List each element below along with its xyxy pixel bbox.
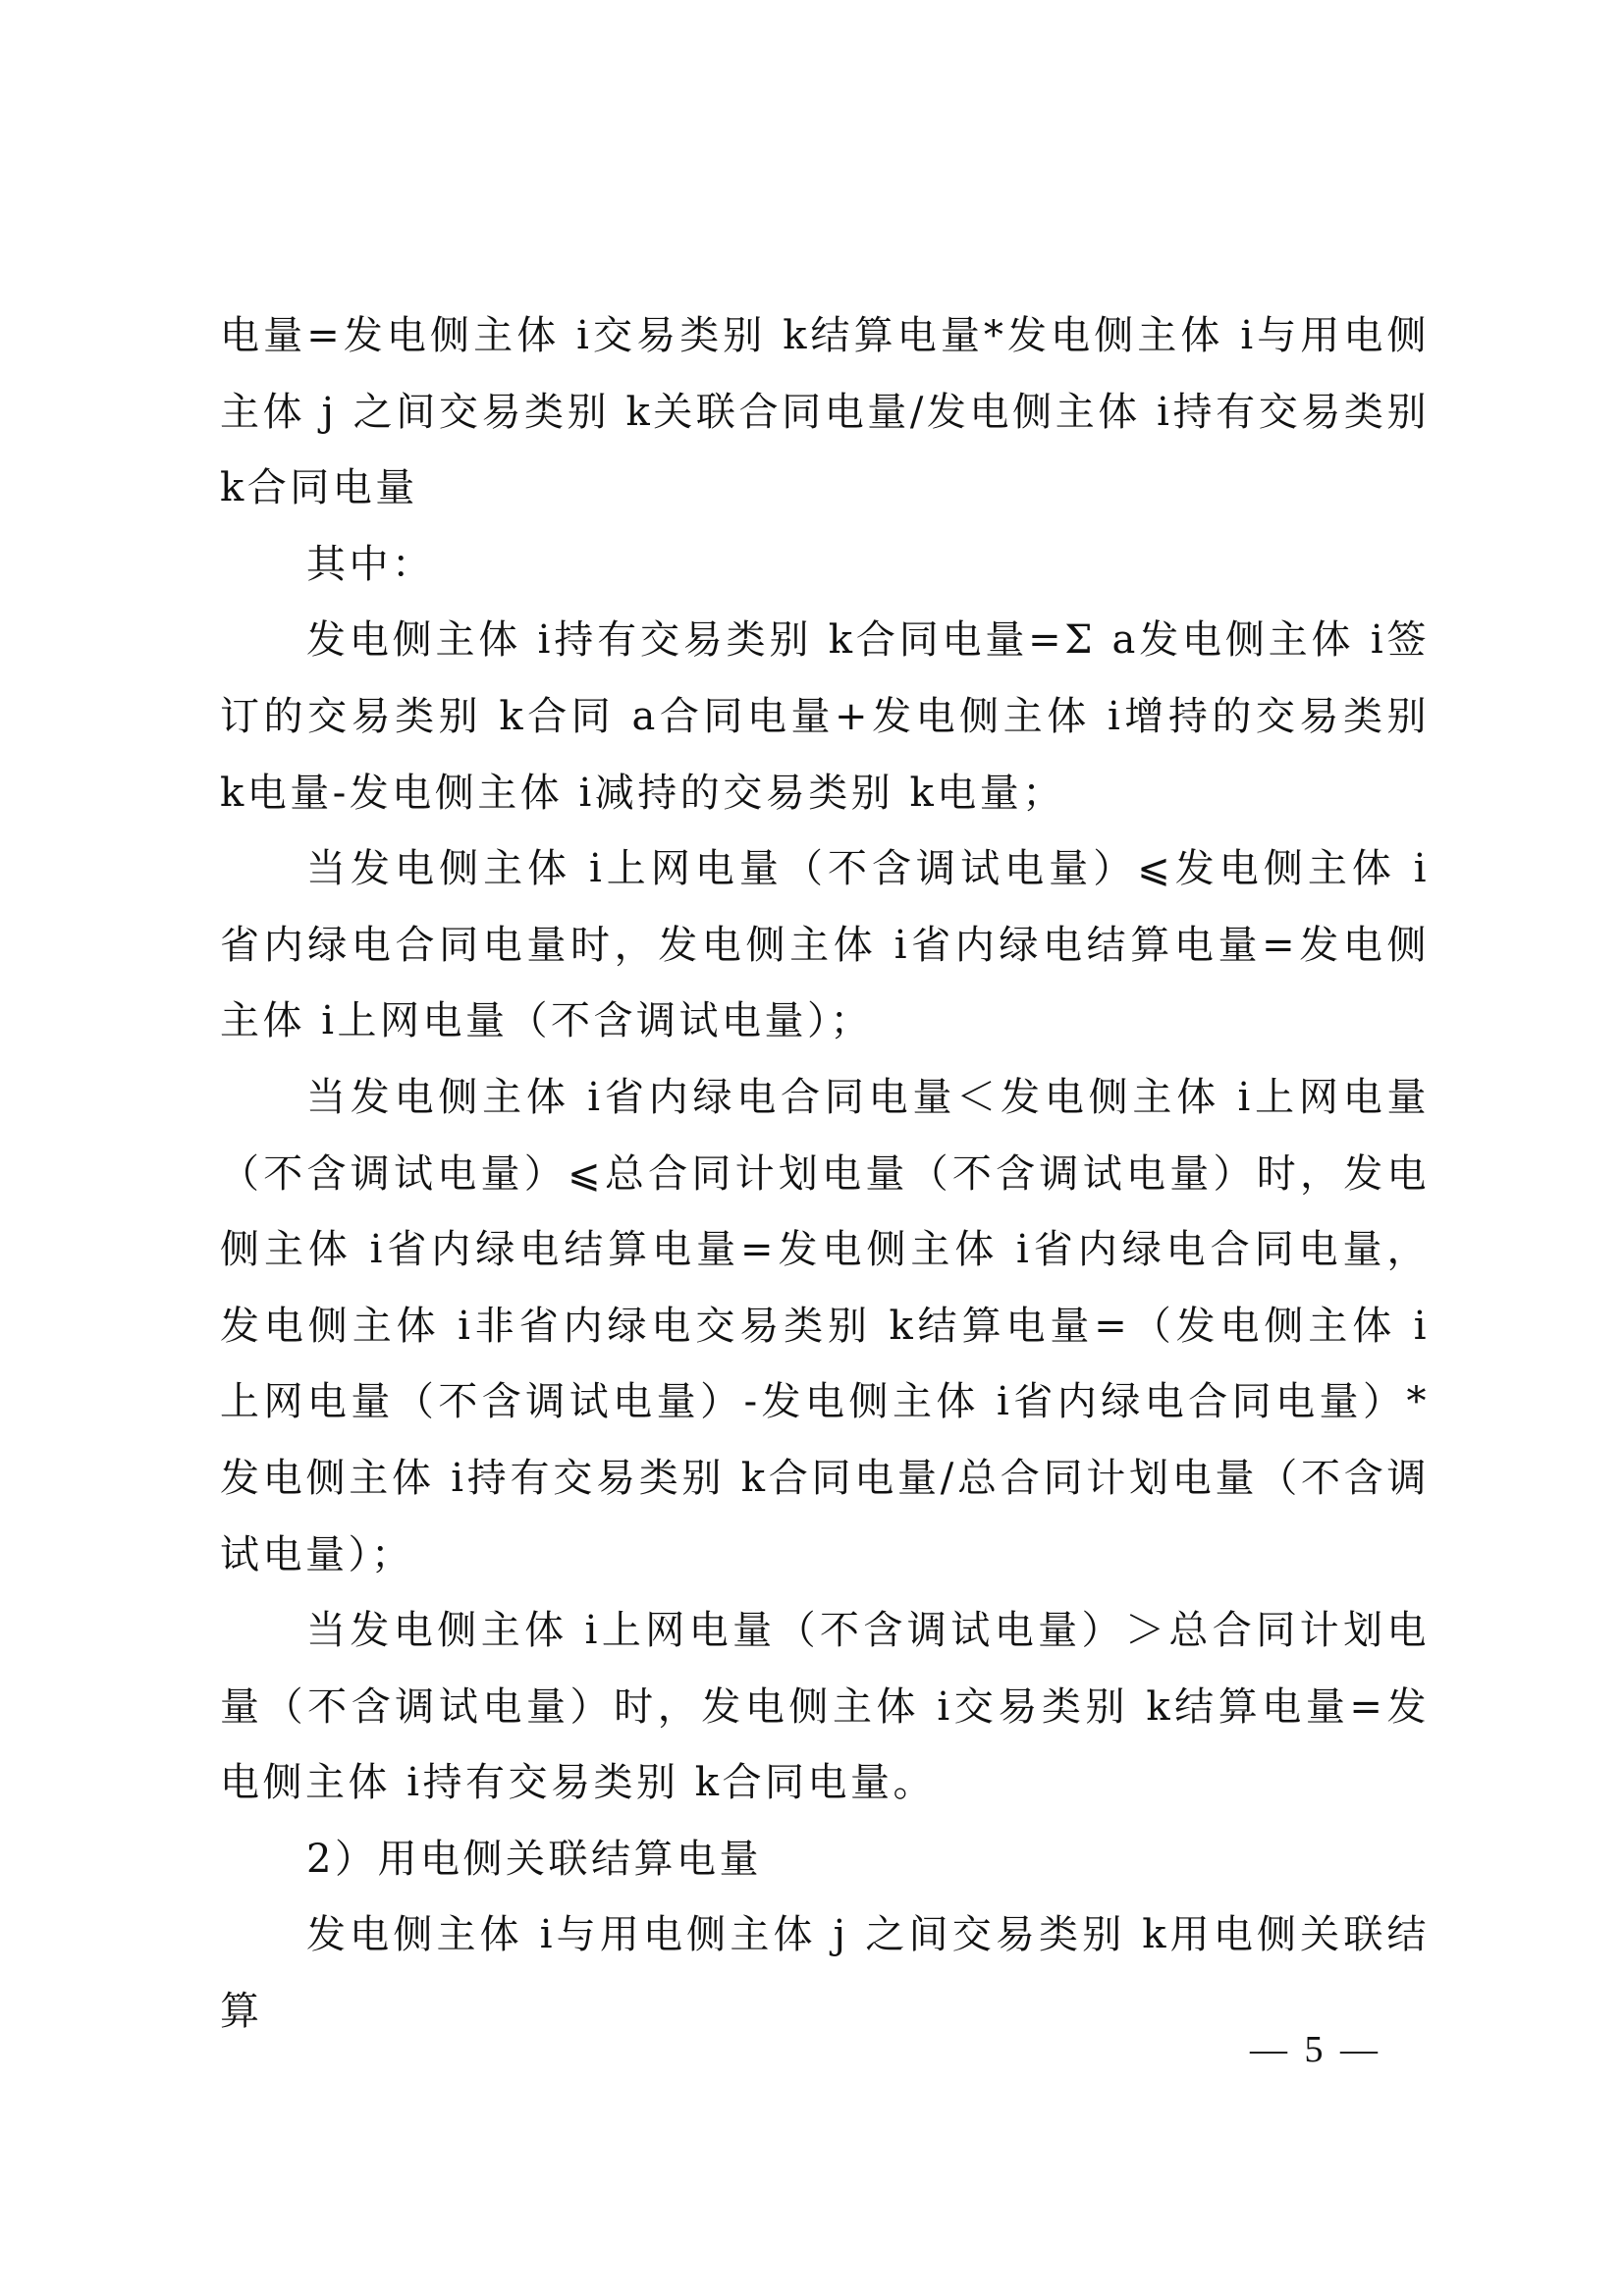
paragraph-6: 当发电侧主体 i上网电量（不含调试电量）＞总合同计划电量（不含调试电量）时，发电侧主体 i交易类别 k结算电量=发电侧主体 i持有交易类别 k合同电量。 <box>220 1608 1430 1806</box>
paragraph-3: 发电侧主体 i持有交易类别 k合同电量=Σ a发电侧主体 i签订的交易类别 k合同 a合同电量+发电侧主体 i增持的交易类别 k电量-发电侧主体 i减持的交易类别 k电量； <box>220 617 1430 816</box>
section-heading: 2）用电侧关联结算电量 <box>306 1836 762 1882</box>
paragraph-2: 其中： <box>306 541 435 587</box>
paragraph-1: 电量=发电侧主体 i交易类别 k结算电量*发电侧主体 i与用电侧主体 j 之间交易类别 k关联合同电量/发电侧主体 i持有交易类别 k合同电量 <box>220 313 1430 511</box>
paragraph-4: 当发电侧主体 i上网电量（不含调试电量）⩽发电侧主体 i省内绿电合同电量时，发电侧主体 i省内绿电结算电量=发电侧主体 i上网电量（不含调试电量）； <box>220 846 1430 1044</box>
page-number: — 5 — <box>1250 2029 1381 2070</box>
paragraph-7: 发电侧主体 i与用电侧主体 j 之间交易类别 k用电侧关联结算 <box>220 1912 1430 2035</box>
body-text <box>220 298 1430 2051</box>
paragraph-5: 当发电侧主体 i省内绿电合同电量＜发电侧主体 i上网电量（不含调试电量）⩽总合同计划电量（不含调试电量）时，发电侧主体 i省内绿电结算电量=发电侧主体 i省内绿电合同电量，发电侧主体 i非省内绿电交易类别 k结算电量=（发电侧主体 i上网电量（不含调试电量）-发电侧主体 i省内绿电合同电量）*发电侧主体 i持有交易类别 k合同电量/总合同计划电量（不含调试电量）； <box>220 1074 1430 1577</box>
